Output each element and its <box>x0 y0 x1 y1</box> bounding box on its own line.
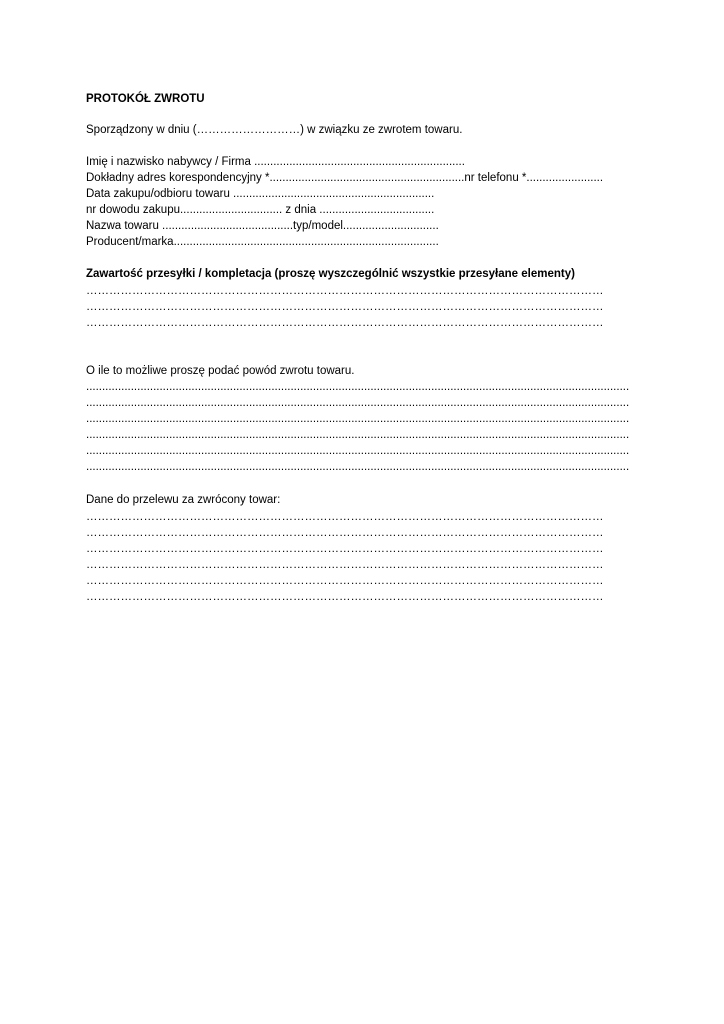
transfer-line: ……………………………………………………………………………………………………………………… <box>86 543 604 555</box>
reason-line: .......................................................................................................................................................................... <box>86 397 630 409</box>
transfer-line: ……………………………………………………………………………………………………………………… <box>86 559 604 571</box>
transfer-line: ……………………………………………………………………………………………………………………… <box>86 527 604 539</box>
transfer-heading: Dane do przelewu za zwrócony towar: <box>86 494 281 506</box>
reason-heading: O ile to możliwe proszę podać powód zwrotu towaru. <box>86 365 355 377</box>
contents-line: ……………………………………………………………………………………………………………………… <box>86 317 604 329</box>
document-title: PROTOKÓŁ ZWROTU <box>86 93 205 105</box>
reason-line: .......................................................................................................................................................................... <box>86 381 630 393</box>
product-name-field: Nazwa towaru .........................................typ/model.............................. <box>86 220 439 232</box>
contents-line: ……………………………………………………………………………………………………………………… <box>86 285 604 297</box>
buyer-name-field: Imię i nazwisko nabywcy / Firma .................................................................. <box>86 156 465 168</box>
transfer-line: ……………………………………………………………………………………………………………………… <box>86 591 604 603</box>
address-phone-field: Dokładny adres korespondencyjny *.............................................................nr telefonu *........................ <box>86 172 604 184</box>
contents-heading: Zawartość przesyłki / kompletacja (proszę wyszczególnić wszystkie przesyłane elementy) <box>86 268 575 280</box>
reason-line: .......................................................................................................................................................................... <box>86 413 630 425</box>
receipt-number-field: nr dowodu zakupu................................ z dnia .................................... <box>86 204 435 216</box>
reason-line: .......................................................................................................................................................................... <box>86 429 630 441</box>
contents-line: ……………………………………………………………………………………………………………………… <box>86 301 604 313</box>
transfer-line: ……………………………………………………………………………………………………………………… <box>86 511 604 523</box>
reason-line: .......................................................................................................................................................................... <box>86 445 630 457</box>
manufacturer-field: Producent/marka................................................................................... <box>86 236 439 248</box>
intro-line: Sporządzony w dniu (………………………) w związku ze zwrotem towaru. <box>86 124 463 136</box>
transfer-line: ……………………………………………………………………………………………………………………… <box>86 575 604 587</box>
reason-line: .......................................................................................................................................................................... <box>86 461 630 473</box>
purchase-date-field: Data zakupu/odbioru towaru ............................................................... <box>86 188 435 200</box>
